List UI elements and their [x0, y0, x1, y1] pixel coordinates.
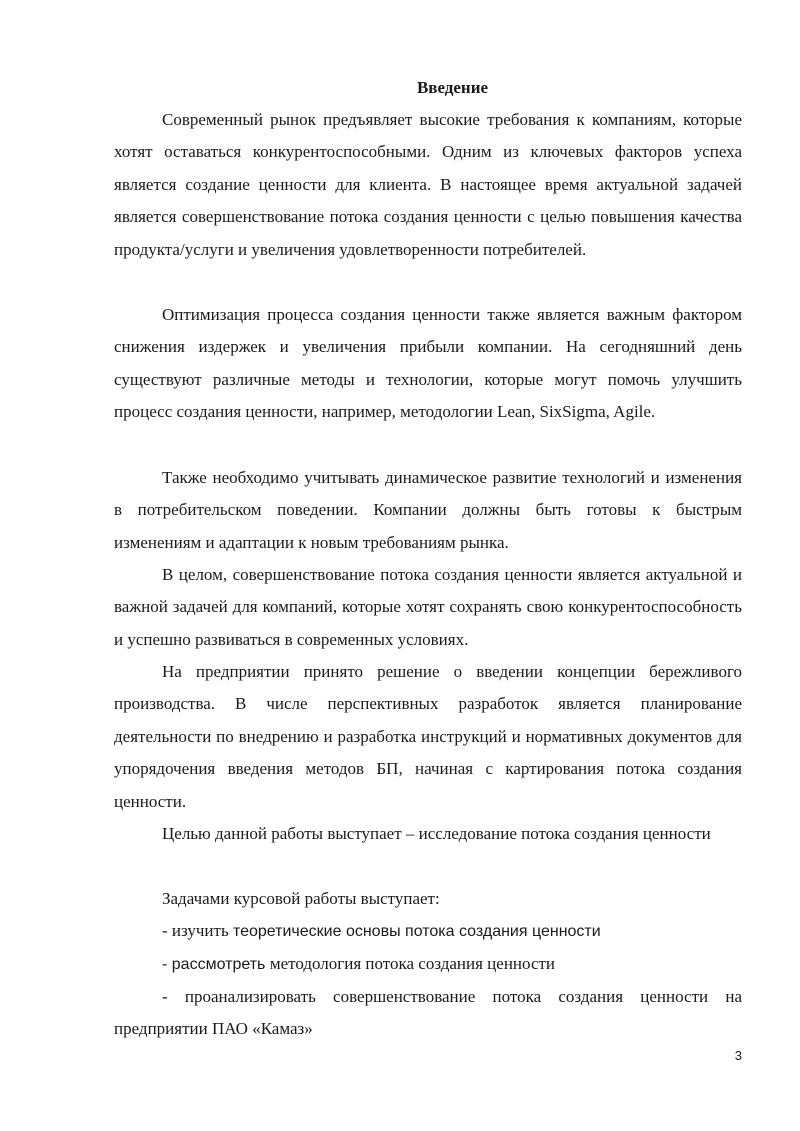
- task-item-1-text: теоретические основы потока создания ценности: [232, 923, 601, 940]
- task-item-1: [162, 915, 601, 948]
- paragraph-enterprise: На предприятии принято решение о введении концепции бережливого производства. В числе перспективных разработок является планирование деятельности по внедрению и разработка инструкций и нормативных документов для упорядочения введения методов БП, начиная с картирования потока создания ценности.: [114, 662, 742, 811]
- tasks-heading: Задачами курсовой работы выступает:: [162, 889, 440, 908]
- paragraph-optimization: Оптимизация процесса создания ценности также является важным фактором снижения издержек и увеличения прибыли компании. На сегодняшний день существуют различные методы и технологии, которые могут помочь улучшить процесс создания ценности, например, методологии Lean, SixSigma, Agile.: [114, 305, 742, 422]
- paragraph-intro: Современный рынок предъявляет высокие требования к компаниям, которые хотят оставаться конкурентоспособными. Одним из ключевых факторов успеха является создание ценности для клиента. В настоящее время актуальной задачей является совершенствование потока создания ценности с целью повышения качества продукта/услуги и увеличения удовлетворенности потребителей.: [114, 110, 742, 259]
- section-title: Введение: [416, 78, 489, 97]
- task-item-1-prefix: - изучить: [162, 921, 233, 940]
- paragraph-conclusion: В целом, совершенствование потока создания ценности является актуальной и важной задачей для компаний, которые хотят сохранять свою конкурентоспособность и успешно развиваться в современных условиях.: [114, 565, 742, 649]
- page-number: 3: [734, 1048, 742, 1063]
- task-item-2-text: методология потока создания ценности: [269, 954, 556, 973]
- task-item-3: - проанализировать совершенствование потока создания ценности на предприятии ПАО «Камаз»: [114, 987, 742, 1039]
- task-item-2: [162, 948, 555, 981]
- task-item-2-prefix: - рассмотреть: [162, 956, 270, 973]
- paragraph-dynamics: Также необходимо учитывать динамическое развитие технологий и изменения в потребительском поведении. Компании должны быть готовы к быстрым изменениям и адаптации к новым требованиям рынка.: [114, 468, 742, 552]
- paragraph-goal: Целью данной работы выступает – исследование потока создания ценности: [162, 824, 711, 843]
